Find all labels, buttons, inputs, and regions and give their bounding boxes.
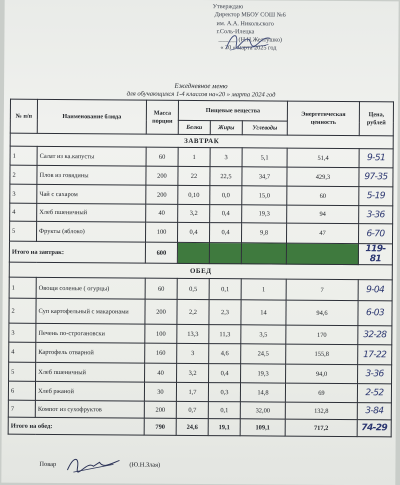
- header-row: [10, 99, 393, 122]
- dish-proteins: 13,3: [177, 324, 209, 343]
- dish-carbs: 32,00: [240, 402, 285, 419]
- dish-proteins: 0,5: [177, 278, 209, 299]
- dish-energy: 429,3: [287, 167, 359, 187]
- breakfast-total-fats-redacted: [209, 243, 241, 264]
- dish-energy: 132,8: [285, 402, 357, 420]
- lunch-total-price: 74-29: [357, 420, 391, 437]
- cook-label: Повар: [39, 460, 57, 469]
- dish-fats: 0,4: [209, 223, 241, 243]
- breakfast-total-price: 119-81: [358, 244, 392, 265]
- dish-name: Фрукты (яблоко): [37, 221, 146, 242]
- dish-name: Овощи соленые ( огурцы): [36, 277, 145, 299]
- menu-table: [8, 99, 394, 438]
- dish-mass: 100: [145, 324, 177, 343]
- dish-energy: 94,6: [286, 300, 358, 326]
- row-number: 4: [9, 342, 36, 362]
- col-num: № п/п: [10, 99, 37, 133]
- dish-mass: 40: [145, 363, 177, 382]
- dish-carbs: 9,8: [241, 223, 286, 243]
- dish-energy: 51,4: [287, 148, 359, 168]
- dish-price: 3-36: [358, 365, 392, 384]
- breakfast-total-energy-redacted: [286, 243, 358, 265]
- dish-fats: 2,3: [209, 300, 241, 325]
- dish-proteins: 3,2: [178, 204, 210, 222]
- dish-name: Хлеб пшеничный: [37, 203, 146, 222]
- dish-mass: 60: [145, 278, 177, 299]
- document-page: [1, 0, 398, 485]
- dish-proteins: 1: [178, 147, 210, 166]
- col-carbs: Углеводы: [242, 121, 287, 135]
- breakfast-total-proteins-redacted: [177, 242, 209, 263]
- breakfast-total-mass: 600: [145, 242, 177, 263]
- lunch-total-carbs: 109,1: [240, 419, 285, 436]
- lunch-total-proteins: 24,6: [176, 418, 208, 435]
- menu-title: Ежедневное меню: [174, 82, 228, 91]
- row-number: 1: [10, 146, 37, 165]
- approval-date: « 20 » марта 2025 год: [220, 44, 277, 53]
- col-fats: Жиры: [210, 121, 242, 135]
- row-number: 1: [9, 277, 36, 298]
- dish-fats: 0,0: [210, 186, 242, 205]
- dish-name: Суп картофельный с макаронами: [36, 298, 145, 324]
- dish-mass: 200: [145, 299, 177, 324]
- dish-price: 9-51: [359, 149, 393, 168]
- dish-price: 32-28: [358, 326, 392, 345]
- dish-name: Компот из сухофруктов: [35, 400, 144, 418]
- dish-fats: 11,3: [209, 325, 241, 344]
- table-row: [10, 221, 393, 244]
- approval-signature-line: ______ (Н.Н.Желтушко): [218, 36, 283, 44]
- row-number: 3: [9, 323, 36, 342]
- table-row: [9, 277, 392, 301]
- breakfast-section-label: ЗАВТРАК: [10, 133, 393, 149]
- dish-mass: 40: [146, 204, 178, 222]
- lunch-total-energy: 717,2: [285, 419, 357, 437]
- dish-energy: 94,0: [286, 364, 358, 384]
- dish-name: Салат из ка.капусты: [37, 146, 146, 166]
- dish-energy: 7: [286, 279, 358, 301]
- dish-name: Хлеб пшеничный: [36, 362, 145, 382]
- row-number: 2: [9, 298, 36, 323]
- dish-name: Чай с сахаром: [37, 184, 146, 204]
- dish-mass: 30: [144, 382, 176, 401]
- dish-fats: 0,3: [208, 383, 240, 402]
- col-price: Цена, рублей: [359, 102, 393, 136]
- dish-fats: 0,4: [209, 364, 241, 383]
- dish-mass: 200: [146, 185, 178, 204]
- lunch-total-label: Итого на обед:: [8, 417, 144, 435]
- dish-energy: 94: [287, 205, 359, 224]
- row-number: 3: [10, 184, 37, 203]
- dish-mass: 160: [145, 343, 177, 363]
- dish-energy: 155,8: [286, 344, 358, 365]
- dish-energy: 60: [287, 186, 359, 206]
- lunch-total-fats: 19,1: [208, 419, 240, 436]
- dish-price: 6-03: [358, 301, 392, 326]
- row-number: 6: [8, 381, 35, 400]
- dish-price: 97-35: [359, 168, 393, 187]
- row-number: 4: [10, 203, 37, 221]
- row-number: 5: [10, 221, 37, 241]
- menu-subtitle: для обучающихся 1-4 классов на«20 » марта 2024 год: [126, 90, 276, 99]
- dish-proteins: 22: [178, 166, 210, 185]
- dish-price: 3-36: [359, 206, 393, 224]
- dish-name: Картофель отварной: [36, 342, 145, 363]
- cook-signature: [63, 454, 123, 476]
- cook-name: (Ю.Н.Злая): [129, 461, 161, 469]
- table-row: [9, 342, 392, 365]
- dish-price: 2-52: [357, 384, 391, 403]
- approval-line-4: г.Соль-Илецка: [216, 28, 255, 36]
- dish-fats: 0,4: [210, 205, 242, 223]
- approval-line-2: Директор МБОУ СОШ №6: [214, 11, 286, 19]
- dish-proteins: 0,4: [177, 222, 209, 242]
- col-proteins: Белки: [178, 120, 210, 134]
- dish-mass: 200: [144, 401, 176, 418]
- dish-price: 9-04: [358, 280, 392, 301]
- row-number: 7: [8, 400, 35, 417]
- dish-fats: 22,5: [210, 167, 242, 186]
- dish-price: 5-19: [359, 187, 393, 206]
- dish-carbs: 15,0: [242, 186, 287, 205]
- dish-proteins: 3: [177, 343, 209, 363]
- dish-carbs: 19,3: [241, 364, 286, 383]
- dish-carbs: 1: [241, 279, 286, 300]
- director-signature: [224, 28, 272, 54]
- dish-energy: 170: [286, 325, 358, 345]
- dish-proteins: 0,7: [176, 401, 208, 418]
- col-mass: Масса порции: [146, 100, 178, 134]
- dish-proteins: 0,10: [178, 185, 210, 204]
- dish-fats: 0,1: [209, 279, 241, 300]
- dish-carbs: 3,5: [241, 325, 286, 344]
- dish-energy: 69: [285, 383, 357, 403]
- col-energy: Энергетическая ценность: [287, 101, 359, 136]
- breakfast-total-row: [9, 241, 392, 265]
- lunch-section-label: ОБЕД: [9, 262, 392, 280]
- dish-carbs: 19,3: [242, 205, 287, 223]
- row-number: 5: [9, 362, 36, 381]
- dish-name: Хлеб ржаной: [35, 381, 144, 401]
- dish-price: 3-84: [357, 403, 391, 420]
- dish-fats: 3: [210, 148, 242, 167]
- approval-line-1: Утверждаю: [212, 3, 244, 11]
- approval-line-3: им. А.А. Никольского: [216, 19, 274, 28]
- dish-carbs: 34,7: [242, 167, 287, 186]
- col-nutrients: Пищевые вещества: [178, 100, 287, 121]
- dish-name: Печень по-строгановски: [36, 323, 145, 343]
- dish-energy: 47: [286, 223, 358, 244]
- dish-fats: 0,1: [208, 402, 240, 419]
- dish-carbs: 24,5: [241, 344, 286, 364]
- dish-mass: 60: [146, 147, 178, 166]
- dish-mass: 200: [146, 166, 178, 185]
- dish-carbs: 5,1: [242, 148, 287, 167]
- dish-carbs: 14: [241, 300, 286, 325]
- dish-fats: 4,6: [209, 344, 241, 364]
- lunch-total-row: [8, 417, 391, 437]
- dish-mass: 100: [145, 222, 177, 242]
- dish-price: 17-22: [358, 345, 392, 365]
- breakfast-total-label: Итого на завтрак:: [9, 241, 145, 263]
- lunch-total-mass: 790: [144, 418, 176, 435]
- dish-carbs: 14,8: [240, 383, 285, 402]
- col-dish: Наименование блюда: [37, 99, 146, 134]
- dish-price: 6-70: [358, 224, 392, 244]
- table-row: [9, 298, 392, 326]
- dish-proteins: 2,2: [177, 299, 209, 324]
- dish-name: Плов из говядины: [37, 165, 146, 185]
- dish-proteins: 3,2: [177, 363, 209, 382]
- dish-proteins: 1,7: [176, 382, 208, 401]
- row-number: 2: [10, 165, 37, 184]
- breakfast-total-carbs-redacted: [241, 243, 286, 264]
